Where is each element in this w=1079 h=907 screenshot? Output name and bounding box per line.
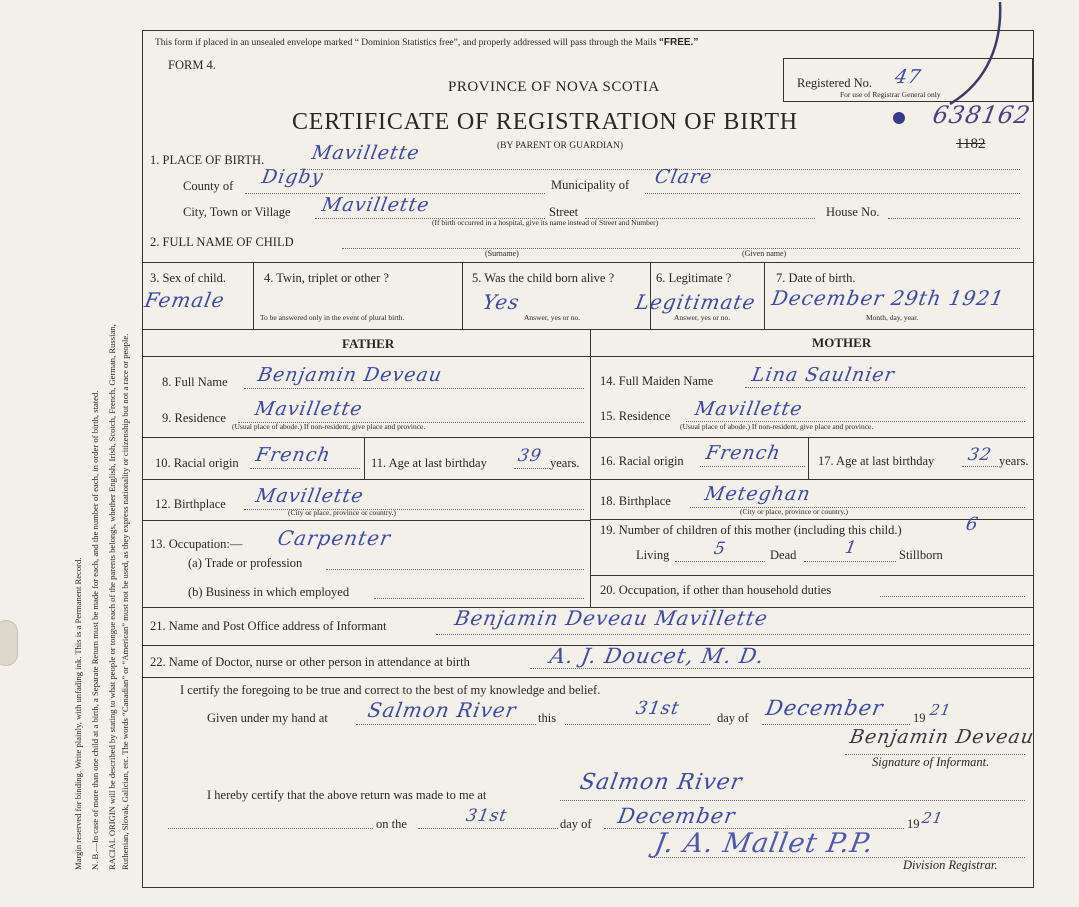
punch-hole xyxy=(0,620,18,666)
line xyxy=(530,668,1030,669)
date-of-birth-value[interactable]: December 29th 1921 xyxy=(769,286,1007,310)
rule xyxy=(142,329,1034,330)
ink-blot xyxy=(893,112,905,124)
living-label: Living xyxy=(636,548,670,562)
alive-note: Answer, yes or no. xyxy=(524,313,581,322)
page-title: CERTIFICATE OF REGISTRATION OF BIRTH xyxy=(292,109,798,135)
line xyxy=(326,569,584,570)
informant-label: 21. Name and Post Office address of Informant xyxy=(150,619,387,633)
line xyxy=(880,596,1025,597)
rule xyxy=(142,520,590,521)
date-of-birth-label: 7. Date of birth. xyxy=(776,271,856,285)
mother-origin-label: 16. Racial origin xyxy=(600,454,684,468)
page-subtitle: (BY PARENT OR GUARDIAN) xyxy=(497,141,624,151)
father-age-label: 11. Age at last birthday xyxy=(371,456,487,470)
father-name-value[interactable]: Benjamin Deveau xyxy=(256,364,445,386)
line xyxy=(168,828,373,829)
house-line xyxy=(888,218,1020,219)
county-value[interactable]: Digby xyxy=(260,166,326,188)
father-name-label: 8. Full Name xyxy=(162,375,228,389)
line xyxy=(745,387,1025,388)
given-under-hand-label: Given under my hand at xyxy=(207,711,328,725)
rule xyxy=(142,437,590,438)
stillborn-label: Stillborn xyxy=(899,548,943,562)
father-age-value[interactable]: 39 xyxy=(516,446,544,466)
line xyxy=(244,388,584,389)
house-label: House No. xyxy=(826,205,880,219)
living-value[interactable]: 5 xyxy=(712,539,728,559)
registrar-month-value[interactable]: December xyxy=(615,804,738,828)
rule xyxy=(462,262,463,329)
margin-note-racial-origin: RACIAL ORIGIN will be described by stating to what people or tongue each of the parents belongs, whether English, Irish, Scotch, French, German, Russian, xyxy=(107,324,117,870)
rule xyxy=(590,575,1034,576)
father-residence-label: 9. Residence xyxy=(162,411,226,425)
informant-signature[interactable]: Benjamin Deveau xyxy=(848,726,1037,748)
municipality-value[interactable]: Clare xyxy=(653,166,715,188)
alive-value[interactable]: Yes xyxy=(480,290,522,314)
trade-label: (a) Trade or profession xyxy=(188,556,303,570)
given-place-value[interactable]: Salmon River xyxy=(365,698,519,722)
mother-residence-note: (Usual place of abode.) If non-resident, give place and province. xyxy=(680,422,874,431)
street-label: Street xyxy=(549,205,579,219)
rule xyxy=(364,437,365,479)
margin-note-racial-origin-cont: Ruthenian, Slovak, Galician, etc. The words “Canadian” or “American” must not be used, as they express nationality or citizenship but not a race or people. xyxy=(120,333,130,870)
mother-birthplace-value[interactable]: Meteghan xyxy=(703,483,813,505)
line xyxy=(374,598,584,599)
mother-residence-label: 15. Residence xyxy=(600,409,671,423)
rule xyxy=(142,356,1034,357)
father-residence-note: (Usual place of abode.) If non-resident, give place and province. xyxy=(232,422,426,431)
sex-label: 3. Sex of child. xyxy=(150,271,227,285)
father-heading: FATHER xyxy=(342,336,395,351)
registered-label: Registered No. xyxy=(797,76,872,90)
rule xyxy=(142,479,590,480)
county-label: County of xyxy=(183,179,234,193)
mother-residence-value[interactable]: Mavillette xyxy=(693,398,805,420)
this-label: this xyxy=(538,711,557,725)
dead-value[interactable]: 1 xyxy=(843,538,859,558)
line xyxy=(675,561,765,562)
father-occupation-value[interactable]: Carpenter xyxy=(275,526,393,550)
mother-name-label: 14. Full Maiden Name xyxy=(600,374,714,388)
registered-number[interactable]: 47 xyxy=(893,66,924,88)
mother-years-label: years. xyxy=(999,454,1029,468)
mother-name-value[interactable]: Lina Saulnier xyxy=(750,364,897,386)
children-count-value[interactable]: 6 xyxy=(964,514,981,535)
sex-value[interactable]: Female xyxy=(142,288,227,312)
rule xyxy=(590,329,591,607)
form-number: FORM 4. xyxy=(168,58,216,72)
line xyxy=(514,468,550,469)
father-birthplace-note: (City or place, province or country.) xyxy=(288,508,397,517)
rule xyxy=(253,262,254,329)
margin-note-binding: Margin reserved for binding. Write plainly, with unfading ink. This is a Permanent Record. xyxy=(73,557,83,870)
legitimate-note: Answer, yes or no. xyxy=(674,313,731,322)
surname-caption: (Surname) xyxy=(485,249,519,258)
twin-note: To be answered only in the event of plural birth. xyxy=(260,313,405,322)
mother-origin-value[interactable]: French xyxy=(704,442,783,464)
line xyxy=(804,561,896,562)
province-heading: PROVINCE OF NOVA SCOTIA xyxy=(448,79,660,95)
mother-age-value[interactable]: 32 xyxy=(966,445,994,465)
alive-label: 5. Was the child born alive ? xyxy=(472,271,615,285)
rule xyxy=(590,437,1034,438)
father-residence-value[interactable]: Mavillette xyxy=(253,398,365,420)
place-of-birth-value[interactable]: Mavillette xyxy=(310,142,422,164)
rule xyxy=(808,437,809,479)
line xyxy=(436,634,1030,635)
informant-day-value[interactable]: 31st xyxy=(634,698,682,719)
father-origin-label: 10. Racial origin xyxy=(155,456,239,470)
line xyxy=(418,828,558,829)
father-occupation-label: 13. Occupation:— xyxy=(150,537,243,551)
informant-year-value[interactable]: 21 xyxy=(928,701,953,719)
father-birthplace-label: 12. Birthplace xyxy=(155,497,226,511)
line xyxy=(565,724,710,725)
registrar-year-prefix: 19 xyxy=(907,817,920,831)
municipality-label: Municipality of xyxy=(551,178,630,192)
legitimate-value[interactable]: Legitimate xyxy=(633,290,758,314)
registrar-certify-statement: I hereby certify that the above return was made to me at xyxy=(207,788,487,802)
registration-stamp-number: 638162 xyxy=(930,101,1034,129)
twin-label: 4. Twin, triplet or other ? xyxy=(264,271,389,285)
registrar-note: For use of Registrar General only xyxy=(840,90,941,99)
line xyxy=(700,466,805,467)
mother-age-label: 17. Age at last birthday xyxy=(818,454,935,468)
informant-year-prefix: 19 xyxy=(913,711,926,725)
informant-value[interactable]: Benjamin Deveau Mavillette xyxy=(452,606,771,630)
informant-signature-label: Signature of Informant. xyxy=(872,755,990,769)
children-count-label: 19. Number of children of this mother (including this child.) xyxy=(600,523,902,537)
informant-day-of-label: day of xyxy=(717,711,749,725)
doctor-value[interactable]: A. J. Doucet, M. D. xyxy=(547,644,767,668)
rule xyxy=(142,262,1034,263)
legitimate-label: 6. Legitimate ? xyxy=(656,271,732,285)
rule xyxy=(142,677,1034,678)
mail-notice: This form if placed in an unsealed envelope marked “ Dominion Statistics free”, and properly addressed will pass through the Mails “FREE.” xyxy=(155,37,699,48)
registrar-day-of-label: day of xyxy=(560,817,592,831)
given-name-caption: (Given name) xyxy=(742,249,787,258)
mother-birthplace-label: 18. Birthplace xyxy=(600,494,671,508)
municipality-line xyxy=(645,193,1020,194)
child-name-line xyxy=(342,248,1020,249)
dead-label: Dead xyxy=(770,548,797,562)
date-of-birth-note: Month, day, year. xyxy=(866,313,919,322)
line xyxy=(356,724,536,725)
margin-note-multiple-births: N. B.—In case of more than one child at a birth, a Separate Return must be made for each, and the number of each, in order of birth, stated. xyxy=(90,390,100,870)
registration-old-number: 1182 xyxy=(956,136,986,152)
registrar-signature[interactable]: J. A. Mallet P.P. xyxy=(652,828,877,859)
father-origin-value[interactable]: French xyxy=(254,444,333,466)
business-label: (b) Business in which employed xyxy=(188,585,350,599)
registrar-signature-label: Division Registrar. xyxy=(903,858,998,872)
father-years-label: years. xyxy=(550,456,580,470)
child-name-label: 2. FULL NAME OF CHILD xyxy=(150,235,294,249)
line xyxy=(250,468,360,469)
registrar-on-the-label: on the xyxy=(376,817,407,831)
registrar-place-value[interactable]: Salmon River xyxy=(577,770,745,795)
mother-occupation-label: 20. Occupation, if other than household duties xyxy=(600,583,832,597)
informant-month-value[interactable]: December xyxy=(763,696,886,720)
mother-birthplace-note: (City or place, province or country.) xyxy=(740,507,849,516)
rule xyxy=(764,262,765,329)
line xyxy=(962,466,998,467)
line xyxy=(762,724,910,725)
mother-heading: MOTHER xyxy=(812,335,872,350)
registrar-year-value[interactable]: 21 xyxy=(920,809,945,827)
hospital-note: (If birth occurred in a hospital, give its name instead of Street and Number) xyxy=(432,218,659,227)
city-label: City, Town or Village xyxy=(183,205,291,219)
place-of-birth-label: 1. PLACE OF BIRTH. xyxy=(150,153,265,167)
registrar-day-value[interactable]: 31st xyxy=(464,806,510,826)
rule xyxy=(590,479,1034,480)
pen-stroke-mark xyxy=(930,0,1010,110)
line xyxy=(560,800,1025,801)
father-birthplace-value[interactable]: Mavillette xyxy=(254,485,366,507)
doctor-label: 22. Name of Doctor, nurse or other person in attendance at birth xyxy=(150,655,470,669)
city-value[interactable]: Mavillette xyxy=(320,194,432,216)
certify-statement: I certify the foregoing to be true and correct to the best of my knowledge and belief. xyxy=(180,683,601,697)
